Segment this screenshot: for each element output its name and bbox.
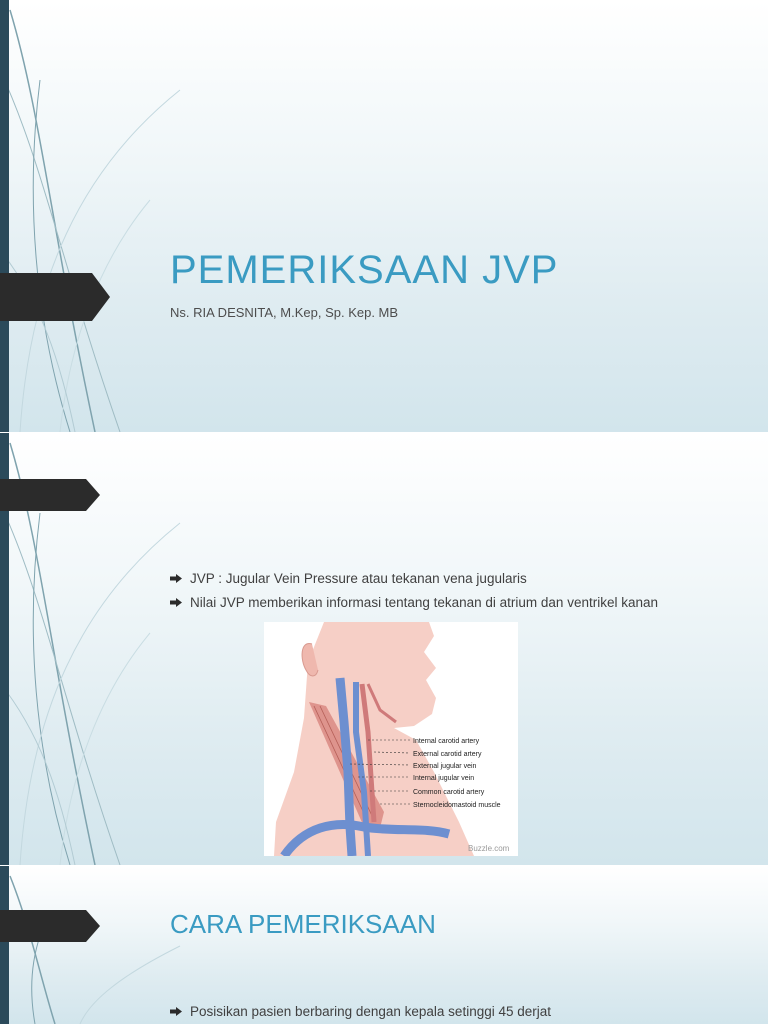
slide-3: [0, 866, 768, 1024]
neck-anatomy-illustration: [264, 622, 518, 856]
figure-credit: Buzzle.com: [468, 844, 510, 853]
figure-label: Internal jugular vein: [413, 775, 475, 782]
figure-label: Common carotid artery: [413, 789, 485, 796]
bullet-list: [170, 1004, 730, 1020]
figure-label: Sternocleidomastoid muscle: [413, 802, 501, 809]
decorative-swoosh: [0, 866, 260, 1024]
title-tag-marker: [0, 910, 100, 942]
figure-label: External jugular vein: [413, 763, 477, 770]
presentation-title: PEMERIKSAAN JVP: [170, 248, 559, 292]
arrow-bullet-icon: [170, 574, 182, 583]
bullet-text: JVP : Jugular Vein Pressure atau tekanan vena jugularis: [190, 571, 527, 586]
slide-1: [0, 0, 768, 432]
bullet-list: [170, 571, 730, 611]
slide-2: [0, 433, 768, 865]
neck-anatomy-figure: [264, 622, 518, 856]
arrow-bullet-icon: [170, 598, 182, 607]
figure-label: External carotid artery: [413, 751, 482, 758]
bullet-item: [170, 595, 730, 611]
slide-edge-bar: [0, 866, 9, 1024]
presentation-subtitle: Ns. RIA DESNITA, M.Kep, Sp. Kep. MB: [170, 305, 399, 320]
bullet-item: [170, 1004, 730, 1020]
arrow-bullet-icon: [170, 1007, 182, 1016]
section-title: CARA PEMERIKSAAN: [170, 909, 436, 939]
bullet-text: Nilai JVP memberikan informasi tentang tekanan di atrium dan ventrikel kanan: [190, 595, 658, 610]
title-tag-marker: [0, 273, 110, 321]
figure-label: Internal carotid artery: [413, 738, 480, 745]
bullet-item: [170, 571, 730, 587]
title-tag-marker: [0, 479, 100, 511]
bullet-text: Posisikan pasien berbaring dengan kepala setinggi 45 derjat: [190, 1004, 551, 1019]
decorative-swoosh: [0, 0, 260, 432]
slide-edge-bar: [0, 0, 9, 432]
